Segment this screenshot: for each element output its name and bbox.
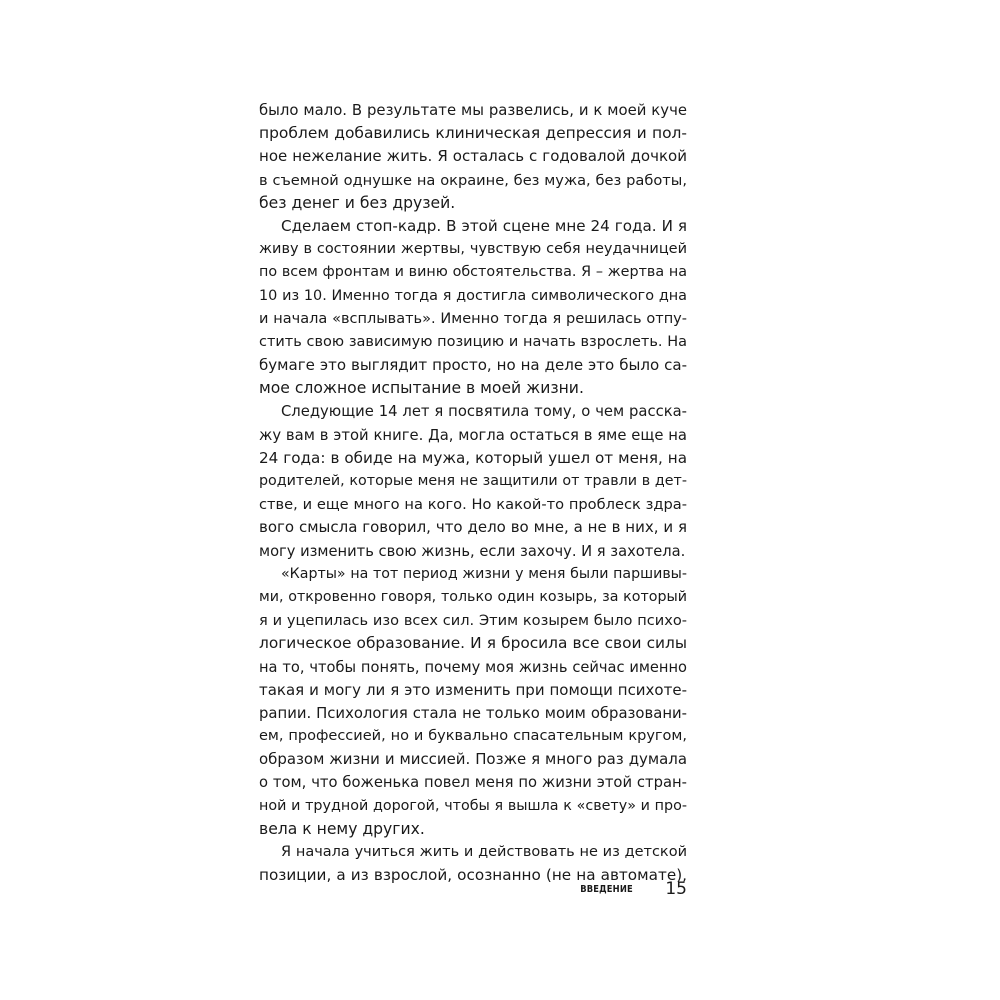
text-line: вела к нему других. [259,819,425,838]
text-line: бумаге это выглядит просто, но на деле это было са- [259,356,687,375]
text-line: рапии. Психология стала не только моим образовани- [259,704,687,722]
text-line: и начала «всплывать». Именно тогда я решилась отпу- [259,310,687,327]
text-line: 10 из 10. Именно тогда я достигла символического дна [259,287,687,304]
text-line: в съемной однушке на окраине, без мужа, без работы, [259,171,687,189]
text-line: мое сложное испытание в моей жизни. [259,379,584,398]
text-line: живу в состоянии жертвы, чувствую себя неудачницей [259,241,687,258]
text-line: вого смысла говорил, что дело во мне, а не в них, и я [259,518,687,537]
text-line: 24 года: в обиде на мужа, который ушел от меня, на [259,448,687,467]
text-line: о том, что боженька повел меня по жизни этой стран- [259,774,687,792]
page-footer [560,880,687,904]
text-line: ем, профессией, но и буквально спасательным кругом, [259,728,687,745]
text-line: такая и могу ли я это изменить при помощи психоте- [259,680,687,699]
text-line: по всем фронтам и виню обстоятельства. Я – жертва на [259,264,687,281]
text-line: жу вам в этой книге. Да, могла остаться в яме еще на [259,426,687,444]
text-line: образом жизни и миссией. Позже я много раз думала [259,750,687,769]
text-line: Следующие 14 лет я посвятила тому, о чем расска- [281,403,687,421]
text-line: родителей, которые меня не защитили от травли в дет- [259,473,687,489]
text-line: позиции, а из взрослой, осознанно (не на автомате), [259,866,687,885]
text-line: ное нежелание жить. Я осталась с годовалой дочкой [259,147,687,166]
text-line: я и уцепилась изо всех сил. Этим козырем было психо- [259,612,687,630]
text-line: Сделаем стоп-кадр. В этой сцене мне 24 года. И я [281,216,687,235]
text-line: могу изменить свою жизнь, если захочу. И я захотела. [259,542,686,560]
page-number: 15 [665,879,687,899]
text-line: Я начала учиться жить и действовать не из детской [281,844,687,860]
running-head: ВВЕДЕНИЕ [580,884,633,895]
text-line: логическое образование. И я бросила все свои силы [259,634,687,653]
text-line: ми, откровенно говоря, только один козырь, за который [259,588,687,605]
text-line: проблем добавились клиническая депрессия и пол- [259,124,687,143]
text-line: стить свою зависимую позицию и начать взрослеть. На [259,333,687,350]
page-body-text [259,99,687,887]
text-line: «Карты» на тот период жизни у меня были паршивы- [281,565,687,582]
text-line: было мало. В результате мы развелись, и к моей куче [259,101,687,119]
text-line: на то, чтобы понять, почему моя жизнь сейчас именно [259,658,687,676]
text-line: стве, и еще много на кого. Но какой-то проблеск здра- [259,496,687,514]
text-line: ной и трудной дорогой, чтобы я вышла к «свету» и про- [259,797,687,814]
text-line: без денег и без друзей. [259,193,456,212]
